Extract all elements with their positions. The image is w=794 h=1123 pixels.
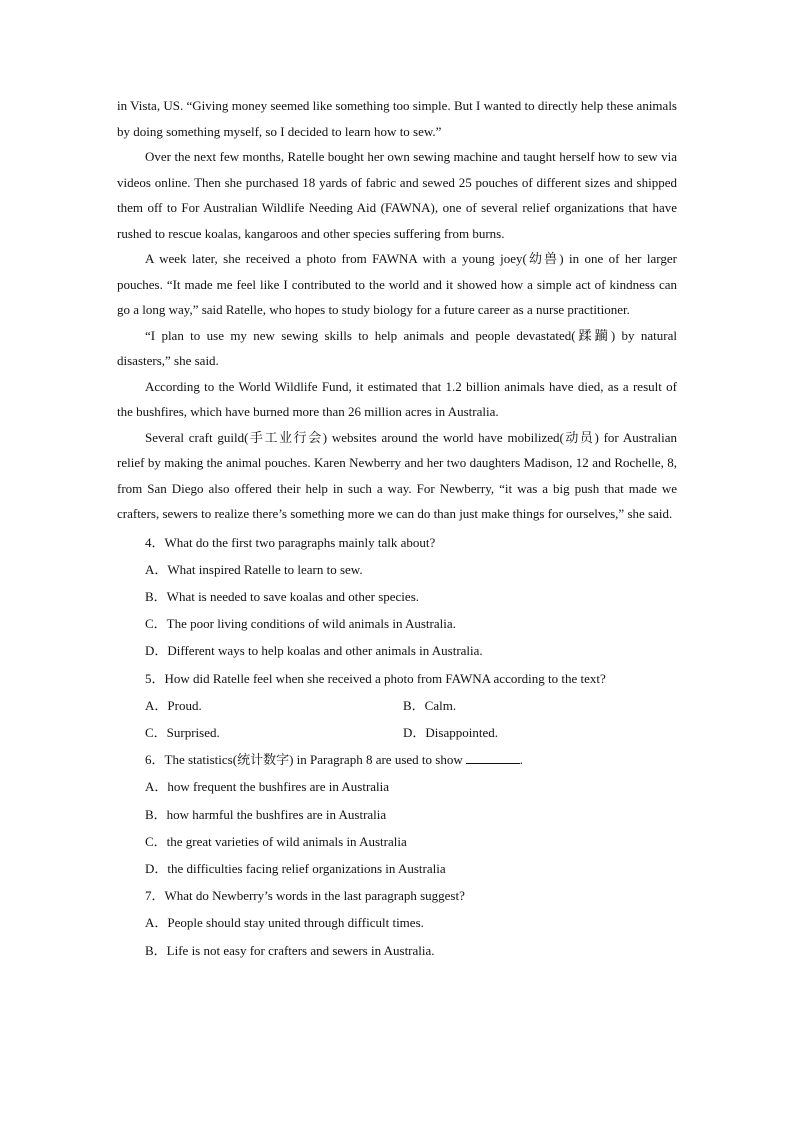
option-b: B．Calm. xyxy=(403,697,457,713)
option-a: A．how frequent the bushfires are in Australia xyxy=(145,779,390,795)
question-stem: 4．What do the first two paragraphs mainly talk about? xyxy=(145,534,436,550)
option-row xyxy=(117,692,677,719)
document-page xyxy=(117,93,677,964)
passage-paragraph-2: Over the next few months, Ratelle bought her own sewing machine and taught herself how to sew via videos online. Then she purchased 18 yards of fabric and sewed 25 pouches of different sizes and shipped them off to For Australian Wildlife Needing Aid (FAWNA), one of several relief organizations that have rushed to rescue koalas, kangaroos and other species suffering from burns. xyxy=(117,149,677,241)
question-stem xyxy=(117,746,677,773)
question-4 xyxy=(117,529,677,665)
option-b: B．how harmful the bushfires are in Australia xyxy=(145,806,387,822)
passage-paragraph-6: Several craft guild(手工业行会) websites around the world have mobilized(动员) for Australian relief by making the animal pouches. Karen Newberry and her two daughters Madison, 12 and Rochelle, 8, from San Diego also offered their help in such a way. For Newberry, “it was a big push that made we crafters, sewers to realize there’s something more we can do than just make things for ourselves,” she said. xyxy=(117,429,677,521)
option-d: D．Different ways to help koalas and other animals in Australia. xyxy=(145,643,483,659)
option-c: C．Surprised. xyxy=(145,724,220,740)
answer-blank xyxy=(466,751,520,764)
question-stem-text: 6．The statistics(统计数字) in Paragraph 8 are used to show xyxy=(145,752,463,768)
option-a: A．What inspired Ratelle to learn to sew. xyxy=(145,561,363,577)
question-stem-end: . xyxy=(519,752,523,768)
question-6 xyxy=(117,746,677,882)
option-d: D．Disappointed. xyxy=(403,724,498,740)
option-row xyxy=(117,719,677,746)
option-a: A．People should stay united through difficult times. xyxy=(145,915,424,931)
passage-paragraph-3: A week later, she received a photo from FAWNA with a young joey(幼兽) in one of her larger pouches. “It made me feel like I contributed to the world and it showed how a simple act of kindness can go a long way,” said Ratelle, who hopes to study biology for a future career as a nurse practitioner. xyxy=(117,251,677,317)
option-b: B．Life is not easy for crafters and sewers in Australia. xyxy=(145,942,435,958)
question-stem: 5．How did Ratelle feel when she received a photo from FAWNA according to the text? xyxy=(145,670,606,686)
option-c: C．The poor living conditions of wild animals in Australia. xyxy=(145,616,456,632)
question-5 xyxy=(117,665,677,747)
question-stem: 7．What do Newberry’s words in the last paragraph suggest? xyxy=(145,888,465,904)
option-a: A．Proud. xyxy=(145,697,202,713)
passage-paragraph-4: “I plan to use my new sewing skills to help animals and people devastated(蹂躏) by natural disasters,” she said. xyxy=(117,327,677,368)
option-c: C．the great varieties of wild animals in Australia xyxy=(145,833,407,849)
passage-paragraph-5: According to the World Wildlife Fund, it estimated that 1.2 billion animals have died, as a result of the bushfires, which have burned more than 26 million acres in Australia. xyxy=(117,378,677,419)
option-d: D．the difficulties facing relief organizations in Australia xyxy=(145,860,446,876)
question-7 xyxy=(117,882,677,964)
passage-paragraph-1: in Vista, US. “Giving money seemed like something too simple. But I wanted to directly help these animals by doing something myself, so I decided to learn how to sew.” xyxy=(117,98,677,139)
option-b: B．What is needed to save koalas and other species. xyxy=(145,588,419,604)
